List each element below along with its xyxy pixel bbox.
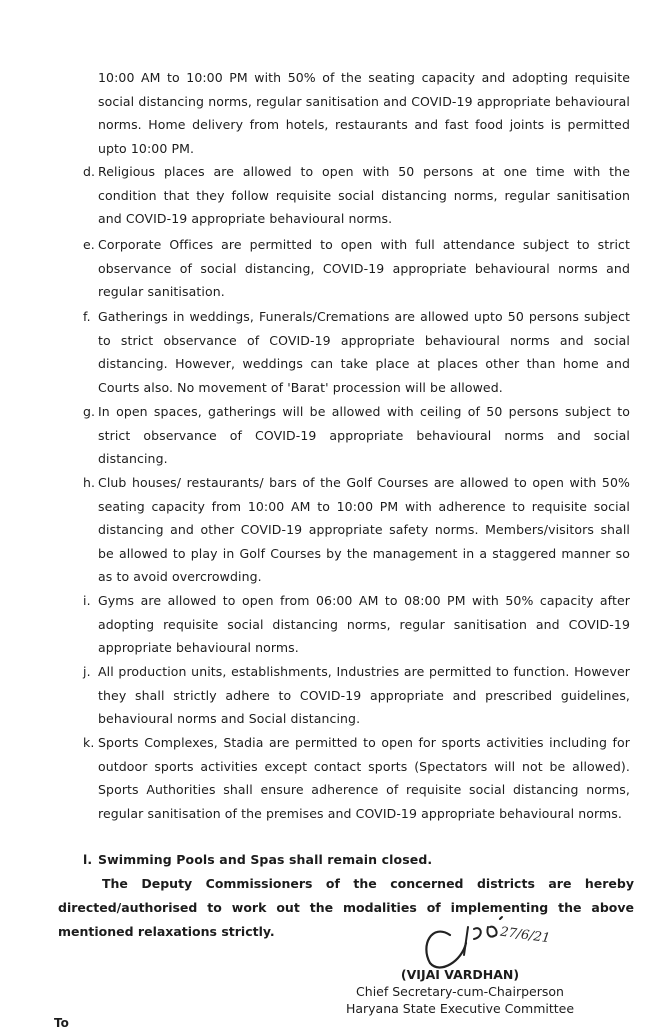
handwritten-signature	[410, 905, 590, 975]
closing-first-line: The Deputy Commissioners of the concerned districts are hereby	[102, 876, 634, 891]
list-marker: j.	[83, 664, 91, 679]
list-item-text: Club houses/ restaurants/ bars of the Golf Courses are allowed to open with 50% seating capacity from 10:00 AM to 10:00 PM with adherence to requisite social distancing and other COVID-19 appropriate safety norms. Members/visitors shall be allowed to play in Golf Courses by the management in a staggered manner so as to avoid overcrowding.	[98, 475, 630, 585]
list-marker: e.	[83, 237, 95, 252]
list-marker: d.	[83, 164, 96, 179]
list-item-j	[83, 660, 630, 731]
cutoff-address-line: To	[54, 1016, 69, 1030]
list-marker: i.	[83, 593, 91, 608]
list-item-e	[83, 233, 630, 304]
signatory-organization: Haryana State Executive Committee	[345, 1001, 575, 1016]
list-item-text: Religious places are allowed to open with 50 persons at one time with the condition that they follow requisite social distancing norms, regular sanitisation and COVID-19 appropriate behavioural norms.	[98, 164, 630, 227]
list-marker: l.	[83, 852, 93, 867]
list-item-d	[83, 160, 630, 231]
closing-remaining-text: directed/authorised to work out the modalities of implementing the above mentioned relaxations strictly.	[58, 900, 634, 939]
handwritten-date: 27/6/21	[499, 924, 551, 947]
signatory-name: (VIJAI VARDHAN)	[400, 967, 520, 982]
list-marker: k.	[83, 735, 95, 750]
continuation-paragraph: 10:00 AM to 10:00 PM with 50% of the seating capacity and adopting requisite social distancing norms, regular sanitisation and COVID-19 appropriate behavioural norms. Home delivery from hotels, restaurants and fast food joints is permitted upto 10:00 PM.	[98, 70, 630, 156]
list-item-text: Gatherings in weddings, Funerals/Cremations are allowed upto 50 persons subject to strict observance of COVID-19 appropriate behavioural norms and social distancing. However, weddings can take place at places other than home and Courts also. No movement of 'Barat' procession will be allowed.	[98, 309, 630, 395]
list-item-text: All production units, establishments, Industries are permitted to function. However they shall strictly adhere to COVID-19 appropriate and prescribed guidelines, behavioural norms and Social distancing.	[98, 664, 630, 727]
list-item-text: Gyms are allowed to open from 06:00 AM to 08:00 PM with 50% capacity after adopting requisite social distancing norms, regular sanitisation and COVID-19 appropriate behavioural norms.	[98, 593, 630, 656]
signatory-designation: Chief Secretary-cum-Chairperson	[356, 984, 564, 999]
list-item-h	[83, 471, 630, 589]
list-marker: f.	[83, 309, 91, 324]
list-item-l	[83, 848, 630, 872]
signature-block	[330, 966, 590, 1017]
list-item-i	[83, 589, 630, 660]
list-item-text: In open spaces, gatherings will be allowed with ceiling of 50 persons subject to strict observance of COVID-19 appropriate behavioural norms and social distancing.	[98, 404, 630, 467]
list-item-g	[83, 400, 630, 471]
list-item-f	[83, 305, 630, 399]
list-item-text: Swimming Pools and Spas shall remain closed.	[98, 852, 433, 867]
list-marker: g.	[83, 404, 96, 419]
list-marker: h.	[83, 475, 96, 490]
list-item-k	[83, 731, 630, 825]
list-item-text: Sports Complexes, Stadia are permitted to open for sports activities including for outdoor sports activities except contact sports (Spectators will not be allowed). Sports Authorities shall ensure adherence of requisite social distancing norms, regular sanitisation of the premises and COVID-19 appropriate behavioural norms.	[98, 735, 630, 821]
list-item-text: Corporate Offices are permitted to open with full attendance subject to strict observance of social distancing, COVID-19 appropriate behavioural norms and regular sanitisation.	[98, 237, 630, 300]
